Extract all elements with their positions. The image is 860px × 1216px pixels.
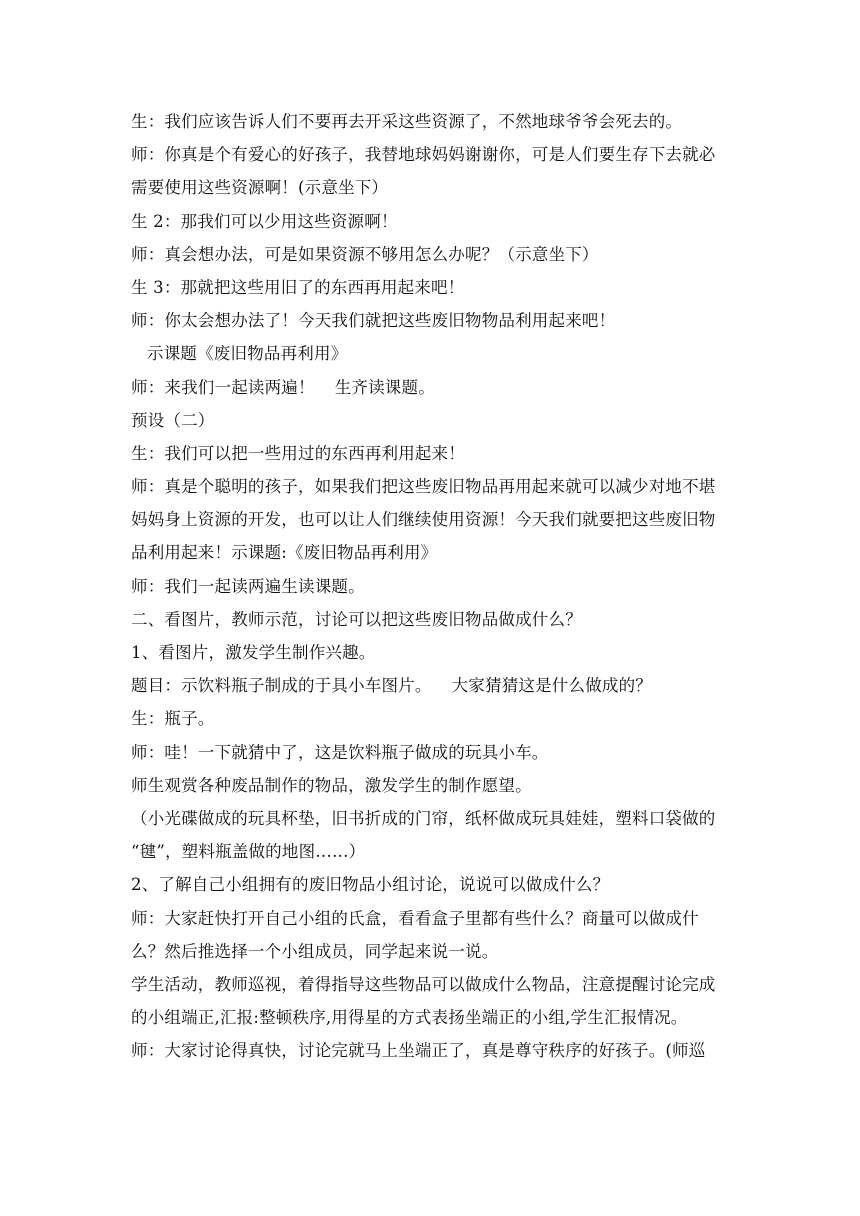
text-line: 么？然后推选择一个小组成员，同学起来说一说。	[131, 941, 499, 961]
text-line: 师：真是个聪明的孩子，如果我们把这些废旧物品再用起来就可以减少对地不堪	[131, 477, 716, 497]
text-line: 妈妈身上资源的开发，也可以让人们继续使用资源！今天我们就要把这些废旧物	[131, 510, 716, 530]
subsection-heading: 1、看图片，激发学生制作兴趣。	[131, 643, 376, 662]
text-line: 师：大家讨论得真快，讨论完就马上坐端正了，真是尊守秩序的好孩子。(师巡	[131, 1041, 706, 1061]
subsection-heading: 2、了解自己小组拥有的废旧物品小组讨论，说说可以做成什么？	[131, 875, 610, 895]
document-page	[131, 105, 731, 1067]
text-line: （小光碟做成的玩具杯垫，旧书折成的门帘，纸杯做成玩具娃娃，塑料口袋做的	[131, 808, 716, 828]
text-line: 师：哇！一下就猜中了，这是饮料瓶子做成的玩具小车。	[131, 742, 549, 762]
text-line: 生：我们可以把一些用过的东西再利用起来！	[131, 443, 465, 463]
students-read-text: 生齐读课题。	[334, 377, 435, 397]
text-line: 品利用起来！示课题:《废旧物品再利用》	[131, 543, 438, 563]
text-line: 的小组端正,汇报:整顿秩序,用得星的方式表扬坐端正的小组,学生汇报情况。	[131, 1008, 688, 1028]
lesson-title-line: 示课题《废旧物品再利用》	[147, 344, 348, 364]
text-line: 师：大家赶快打开自己小组的氏盒，看看盒子里都有些什么？商量可以做成什	[131, 908, 699, 928]
text-line: 生：瓶子。	[131, 709, 215, 729]
section-heading: 预设（二）	[131, 410, 215, 430]
text-line: 学生活动，教师巡视，着得指导这些物品可以做成什么物品，注意提醒讨论完成	[131, 974, 716, 994]
text-line: 生 2：那我们可以少用这些资源啊！	[131, 211, 398, 231]
text-line	[131, 371, 731, 404]
text-line	[131, 669, 731, 702]
text-line: 师：真会想办法，可是如果资源不够用怎么办呢？（示意坐下）	[131, 244, 599, 264]
teacher-read-text: 师：来我们一起读两遍！	[131, 377, 315, 397]
text-line: 生 3：那就把这些用旧了的东西再用起来吧！	[131, 277, 465, 297]
text-line: 生：我们应该告诉人们不要再去开采这些资源了，不然地球爷爷会死去的。	[131, 112, 683, 131]
section-heading: 二、看图片，教师示范，讨论可以把这些废旧物品做成什么？	[131, 609, 582, 629]
text-line: 师：我们一起读两遍生读课题。	[131, 576, 365, 596]
text-line: “毽”，塑料瓶盖做的地图……）	[131, 842, 366, 862]
text-line: 师生观赏各种废品制作的物品，激发学生的制作愿望。	[131, 775, 532, 795]
text-line: 需要使用这些资源啊！(示意坐下）	[131, 178, 389, 198]
text-line: 师：你真是个有爱心的好孩子，我替地球妈妈谢谢你，可是人们要生存下去就必	[131, 145, 716, 165]
guess-question-text: 大家猜猜这是什么做成的？	[451, 676, 653, 696]
text-line: 师：你太会想办法了！今天我们就把这些废旧物物品利用起来吧！	[131, 311, 616, 331]
topic-text: 题目：示饮料瓶子制成的于具小车图片。	[131, 676, 432, 696]
